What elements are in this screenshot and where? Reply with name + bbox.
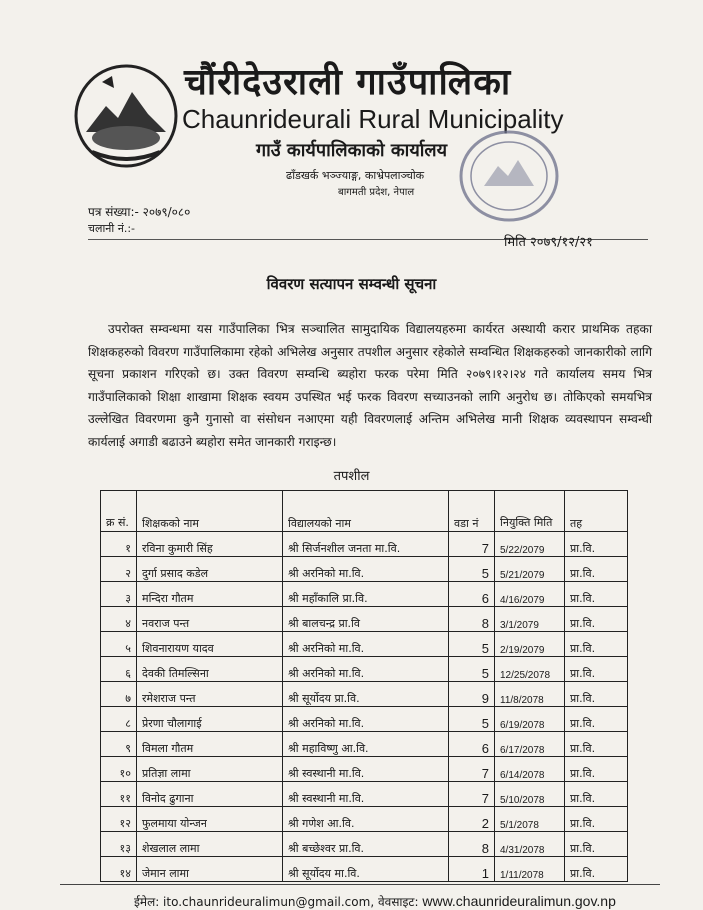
table-row [101,682,628,707]
row-serial: १२ [101,807,137,832]
table-row [101,657,628,682]
row-level: प्रा.वि. [565,532,628,557]
table-row [101,532,628,557]
row-appointment-date: 12/25/2078 [495,657,565,682]
row-ward: 9 [449,682,495,707]
row-level: प्रा.वि. [565,632,628,657]
row-teacher-name: रविना कुमारी सिंह [137,532,283,557]
row-appointment-date: 3/1/2079 [495,607,565,632]
row-ward: 5 [449,707,495,732]
dispatch-number: चलानी नं.:- [88,222,136,235]
row-ward: 7 [449,782,495,807]
header-school-name: विद्यालयको नाम [283,491,449,532]
table-row [101,732,628,757]
table-row [101,707,628,732]
row-teacher-name: प्रतिज्ञा लामा [137,757,283,782]
row-school-name: श्री महाविष्णु आ.वि. [283,732,449,757]
row-appointment-date: 5/21/2079 [495,557,565,582]
row-level: प्रा.वि. [565,807,628,832]
row-teacher-name: प्रेरणा चौलागाई [137,707,283,732]
footer-email: ईमेल: ito.chaunrideuralimun@gmail.com, [134,895,375,909]
row-appointment-date: 6/17/2078 [495,732,565,757]
office-name: गाउँ कार्यपालिकाको कार्यालय [256,140,448,161]
row-teacher-name: मन्दिरा गौतम [137,582,283,607]
header-teacher-name: शिक्षकको नाम [137,491,283,532]
row-ward: 5 [449,557,495,582]
row-school-name: श्री अरनिको मा.वि. [283,657,449,682]
row-serial: १४ [101,857,137,882]
row-school-name: श्री अरनिको मा.वि. [283,707,449,732]
row-ward: 5 [449,657,495,682]
row-ward: 6 [449,732,495,757]
row-ward: 8 [449,607,495,632]
table-row [101,607,628,632]
row-level: प्रा.वि. [565,732,628,757]
row-appointment-date: 5/10/2078 [495,782,565,807]
reference-number: पत्र संख्या:- २०७९/०८० [88,205,191,219]
table-row [101,832,628,857]
row-ward: 6 [449,582,495,607]
row-level: प्रा.वि. [565,832,628,857]
row-appointment-date: 6/19/2078 [495,707,565,732]
row-teacher-name: रमेशराज पन्त [137,682,283,707]
row-school-name: श्री बालचन्द्र प्रा.वि [283,607,449,632]
row-appointment-date: 4/31/2078 [495,832,565,857]
table-row [101,632,628,657]
table-header-row [101,491,628,532]
header-appointment-date: नियुक्ति मिति [495,491,565,532]
row-teacher-name: शिवनारायण यादव [137,632,283,657]
row-serial: ११ [101,782,137,807]
row-school-name: श्री सूर्योदय मा.वि. [283,857,449,882]
table-row [101,807,628,832]
row-serial: ७ [101,682,137,707]
nepal-emblem-icon [72,62,180,170]
office-address: ढाँडखर्क भञ्ज्याङ्ग, काभ्रेपलाञ्चोक [286,169,425,182]
row-serial: ९ [101,732,137,757]
row-level: प्रा.वि. [565,857,628,882]
row-appointment-date: 11/8/2078 [495,682,565,707]
office-province: बागमती प्रदेश, नेपाल [338,187,415,198]
row-serial: ४ [101,607,137,632]
row-school-name: श्री बच्छेश्वर प्रा.वि. [283,832,449,857]
row-school-name: श्री स्वस्थानी मा.वि. [283,782,449,807]
row-school-name: श्री सिर्जनशील जनता मा.वि. [283,532,449,557]
row-school-name: श्री सूर्योदय प्रा.वि. [283,682,449,707]
row-appointment-date: 1/11/2078 [495,857,565,882]
row-school-name: श्री स्वस्थानी मा.वि. [283,757,449,782]
header-ward: वडा नं [449,491,495,532]
footer-contact [134,893,616,910]
row-school-name: श्री अरनिको मा.वि. [283,557,449,582]
row-serial: ५ [101,632,137,657]
row-appointment-date: 5/22/2079 [495,532,565,557]
row-serial: ३ [101,582,137,607]
row-teacher-name: दुर्गा प्रसाद कडेल [137,557,283,582]
row-school-name: श्री अरनिको मा.वि. [283,632,449,657]
row-teacher-name: नवराज पन्त [137,607,283,632]
row-ward: 8 [449,832,495,857]
municipality-title-english: Chaunrideurali Rural Municipality [182,104,564,134]
footer-website: www.chaunrideuralimun.gov.np [422,893,616,909]
letter-date: मिति २०७९/१२/२१ [504,235,593,250]
header-serial: क्र सं. [101,491,137,532]
table-row [101,757,628,782]
row-level: प्रा.वि. [565,557,628,582]
row-appointment-date: 5/1/2078 [495,807,565,832]
row-serial: १० [101,757,137,782]
schedule-heading: तपशील [333,469,370,484]
row-ward: 7 [449,757,495,782]
row-serial: २ [101,557,137,582]
notice-title: विवरण सत्यापन सम्वन्धी सूचना [266,275,437,293]
header-level: तह [565,491,628,532]
row-teacher-name: विमला गौतम [137,732,283,757]
row-level: प्रा.वि. [565,582,628,607]
row-appointment-date: 4/16/2079 [495,582,565,607]
row-school-name: श्री महाँकालि प्रा.वि. [283,582,449,607]
row-teacher-name: शेखलाल लामा [137,832,283,857]
municipality-title-nepali: चौंरीदेउराली गाउँपालिका [184,62,512,103]
table-row [101,857,628,882]
table-row [101,782,628,807]
row-appointment-date: 6/14/2078 [495,757,565,782]
row-ward: 7 [449,532,495,557]
row-school-name: श्री गणेश आ.वि. [283,807,449,832]
row-serial: १ [101,532,137,557]
footer-divider [60,884,660,885]
row-level: प्रा.वि. [565,707,628,732]
row-teacher-name: जेमान लामा [137,857,283,882]
row-teacher-name: विनोद ढुगाना [137,782,283,807]
footer-website-label: वेवसाइट: [377,895,419,909]
row-level: प्रा.वि. [565,757,628,782]
row-teacher-name: देवकी तिमल्सिना [137,657,283,682]
row-ward: 2 [449,807,495,832]
row-serial: ६ [101,657,137,682]
table-row [101,582,628,607]
row-ward: 5 [449,632,495,657]
row-appointment-date: 2/19/2079 [495,632,565,657]
row-teacher-name: फुलमाया योन्जन [137,807,283,832]
row-level: प्रा.वि. [565,682,628,707]
row-ward: 1 [449,857,495,882]
notice-body: उपरोक्त सम्वन्धमा यस गाउँपालिका भित्र सञ्चालित सामुदायिक विद्यालयहरुमा कार्यरत अस्थायी करार प्राथमिक तहका शिक्षकहरुको विवरण गाउँपालिकामा रहेको अभिलेख अनुसार तपशील अनुसार रहेकोले सम्वन्धित शिक्षकहरुको जानकारीको लागि सूचना प्रकाशन गरिएको छ। उक्त विवरण सम्वन्धि ब्यहोरा फरक परेमा मिति २०७९।१२।२४ गते कार्यालय समय भित्र गाउँपालिकाको शिक्षा शाखामा शिक्षक स्वयम उपस्थित भई फरक विवरण सच्याउनको लागि अनुरोध छ। तोकिएको समयभित्र उल्लेखित विवरणमा कुनै गुनासो वा संसोधन नआएमा यही विवरणलाई अन्तिम अभिलेख मानी शिक्षक व्यवस्थापन सम्वन्धी कार्यलाई अगाडी बढाउने ब्यहोरा समेत जानकारी गराइन्छ। [88,322,652,449]
row-level: प्रा.वि. [565,782,628,807]
row-serial: १३ [101,832,137,857]
office-stamp-icon [456,126,562,226]
row-level: प्रा.वि. [565,607,628,632]
row-serial: ८ [101,707,137,732]
teacher-schedule-table [100,490,628,882]
table-row [101,557,628,582]
row-level: प्रा.वि. [565,657,628,682]
